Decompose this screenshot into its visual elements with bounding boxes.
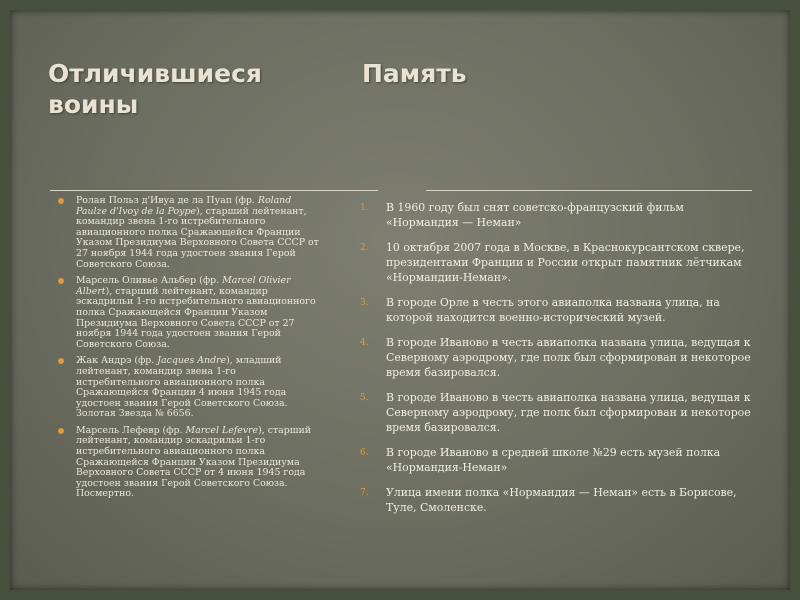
memory-list <box>356 200 756 525</box>
warriors-list <box>58 196 320 506</box>
bullet-icon <box>58 428 64 434</box>
item-number: 4. <box>360 338 369 348</box>
item-text: Улица имени полка «Нормандия — Неман» есть в Борисове, Туле, Смоленске. <box>386 486 737 514</box>
list-item: Ролан Польз д'Ивуа де ла Пуап (фр. Roland Paulze d'Ivoy de la Poype), старший лейтенант, командир звена 1-го истребительного авиационного полка Сражающейся Франции Указом Президиума Верховного Совета СССР от 27 ноября 1944 года удостоен звания Герой Советского Союза. <box>58 196 320 270</box>
item-number: 7. <box>360 488 369 498</box>
heading-distinguished-warriors <box>48 58 308 120</box>
list-item <box>356 390 756 435</box>
list-item <box>356 200 756 230</box>
item-number: 5. <box>360 393 369 403</box>
item-number: 1. <box>360 203 369 213</box>
list-item <box>356 240 756 285</box>
list-item: Марсель Лефевр (фр. Marcel Lefevre), старший лейтенант, командир эскадрильи 1-го истребительного авиационного полка Сражающейся Франции Указом Президиума Верховного Совета СССР от 4 июня 1945 года удостоен звания Герой Советского Союза. Посмертно. <box>58 426 320 500</box>
item-number: 6. <box>360 448 369 458</box>
list-item: Марсель Оливье Альбер (фр. Marcel Olivier Albert), старший лейтенант, командир эскадрильи 1-го истребительного авиационного полка Сражающейся Франции Указом Президиума Верховного Совета СССР от 27 ноября 1944 года удостоен звания Герой Советского Союза. <box>58 276 320 350</box>
item-text: В 1960 году был снят советско-французский фильм «Нормандия — Неман» <box>386 201 684 229</box>
item-text: 10 октября 2007 года в Москве, в Краснокурсантском сквере, президентами Франции и России открыт памятник лётчикам «Нормандии-Неман». <box>386 241 745 284</box>
list-item <box>356 445 756 475</box>
slide <box>10 10 790 590</box>
bullet-icon <box>58 358 64 364</box>
item-number: 3. <box>360 298 369 308</box>
item-text: В городе Иваново в честь авиаполка названа улица, ведущая к Северному аэродрому, где полк был сформирован и некоторое время базировался. <box>386 336 751 379</box>
list-item <box>356 295 756 325</box>
item-text: В городе Иваново в честь авиаполка названа улица, ведущая к Северному аэродрому, где полк был сформирован и некоторое время базировался. <box>386 391 751 434</box>
divider-right <box>426 190 752 191</box>
heading-left-line-2: воины <box>48 90 139 119</box>
list-item: Жак Андрэ (фр. Jacques Andre), младший лейтенант, командир звена 1-го истребительного авиационного полка Сражающейся Франции 4 июня 1945 года удостоен звания Герой Советского Союза. Золотая Звезда № 6656. <box>58 356 320 420</box>
list-item <box>356 335 756 380</box>
heading-memory: Память <box>362 59 467 88</box>
heading-left-line-1: Отличившиеся <box>48 59 262 88</box>
bullet-icon <box>58 278 64 284</box>
item-number: 2. <box>360 243 369 253</box>
bullet-icon <box>58 198 64 204</box>
item-text: В городе Иваново в средней школе №29 есть музей полка «Нормандия-Неман» <box>386 446 721 474</box>
item-text: В городе Орле в честь этого авиаполка названа улица, на которой находится военно-исторический музей. <box>386 296 720 324</box>
divider-left <box>50 190 378 191</box>
list-item <box>356 485 756 515</box>
